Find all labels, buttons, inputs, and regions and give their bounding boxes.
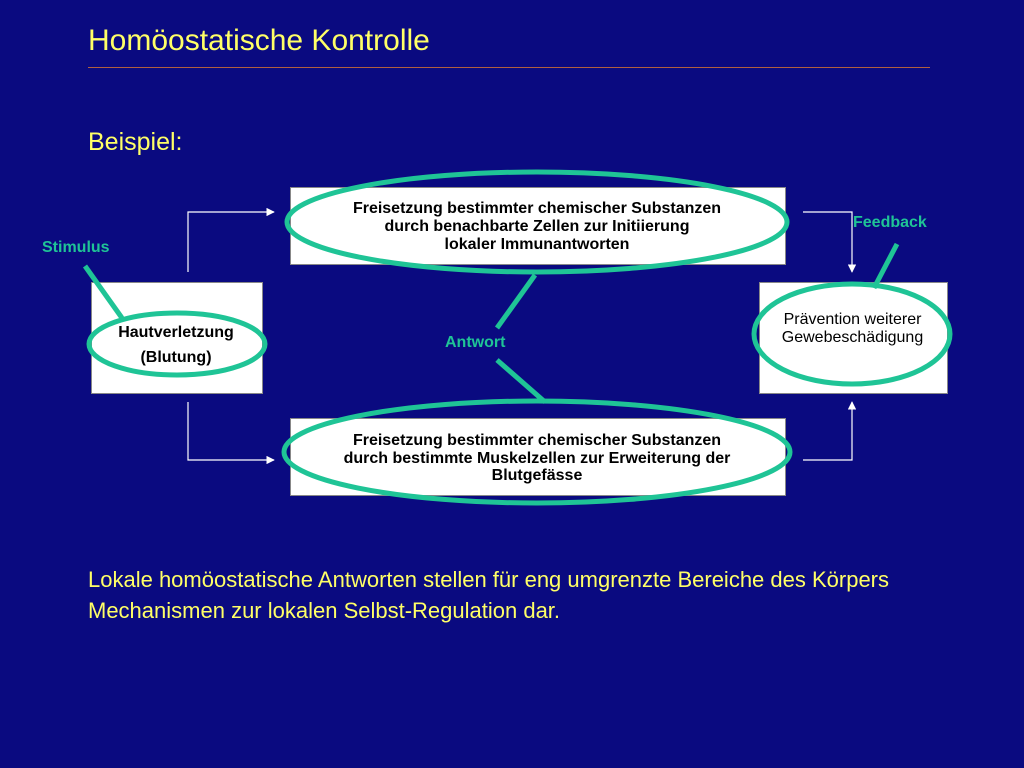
summary-text: Lokale homöostatische Antworten stellen für eng umgrenzte Bereiche des Körpers Mechanismen zur lokalen Selbst-Regulation dar.	[88, 567, 890, 623]
top-box-line-3: lokaler Immunantworten	[444, 236, 630, 253]
pointer-stimulus	[85, 266, 122, 318]
highlight-bottom-ellipse	[284, 401, 790, 503]
bottom-box-line-2: durch bestimmte Muskelzellen zur Erweiterung der	[343, 450, 731, 467]
connector-bottom-to-outcome	[803, 402, 852, 460]
bottom-box-line-3: Blutgefässe	[491, 467, 583, 484]
left-box-line-1: Hautverletzung	[118, 324, 234, 341]
right-box-line-2: Gewebeschädigung	[781, 329, 924, 346]
label-antwort: Antwort	[445, 334, 506, 351]
top-box-line-2: durch benachbarte Zellen zur Initiierung	[384, 218, 690, 235]
connector-top-to-outcome	[803, 212, 852, 272]
slide-title: Homöostatische Kontrolle	[88, 24, 430, 57]
label-feedback: Feedback	[853, 214, 927, 231]
pointer-feedback	[874, 244, 897, 288]
top-box-line-1: Freisetzung bestimmter chemischer Substanzen	[352, 200, 722, 217]
pointer-antwort-top	[497, 275, 535, 328]
example-heading: Beispiel:	[88, 128, 183, 156]
highlight-top-ellipse	[287, 172, 787, 272]
right-box-line-1: Prävention weiterer	[783, 311, 922, 328]
label-stimulus: Stimulus	[42, 239, 110, 256]
pointer-antwort-bottom	[497, 360, 545, 402]
connector-stimulus-to-bottom	[188, 402, 274, 460]
left-box-line-2: (Blutung)	[140, 349, 212, 366]
connector-stimulus-to-top	[188, 212, 274, 272]
bottom-box-line-1: Freisetzung bestimmter chemischer Substanzen	[352, 432, 722, 449]
highlight-right-ellipse	[754, 284, 950, 384]
highlight-left-ellipse	[89, 313, 265, 375]
